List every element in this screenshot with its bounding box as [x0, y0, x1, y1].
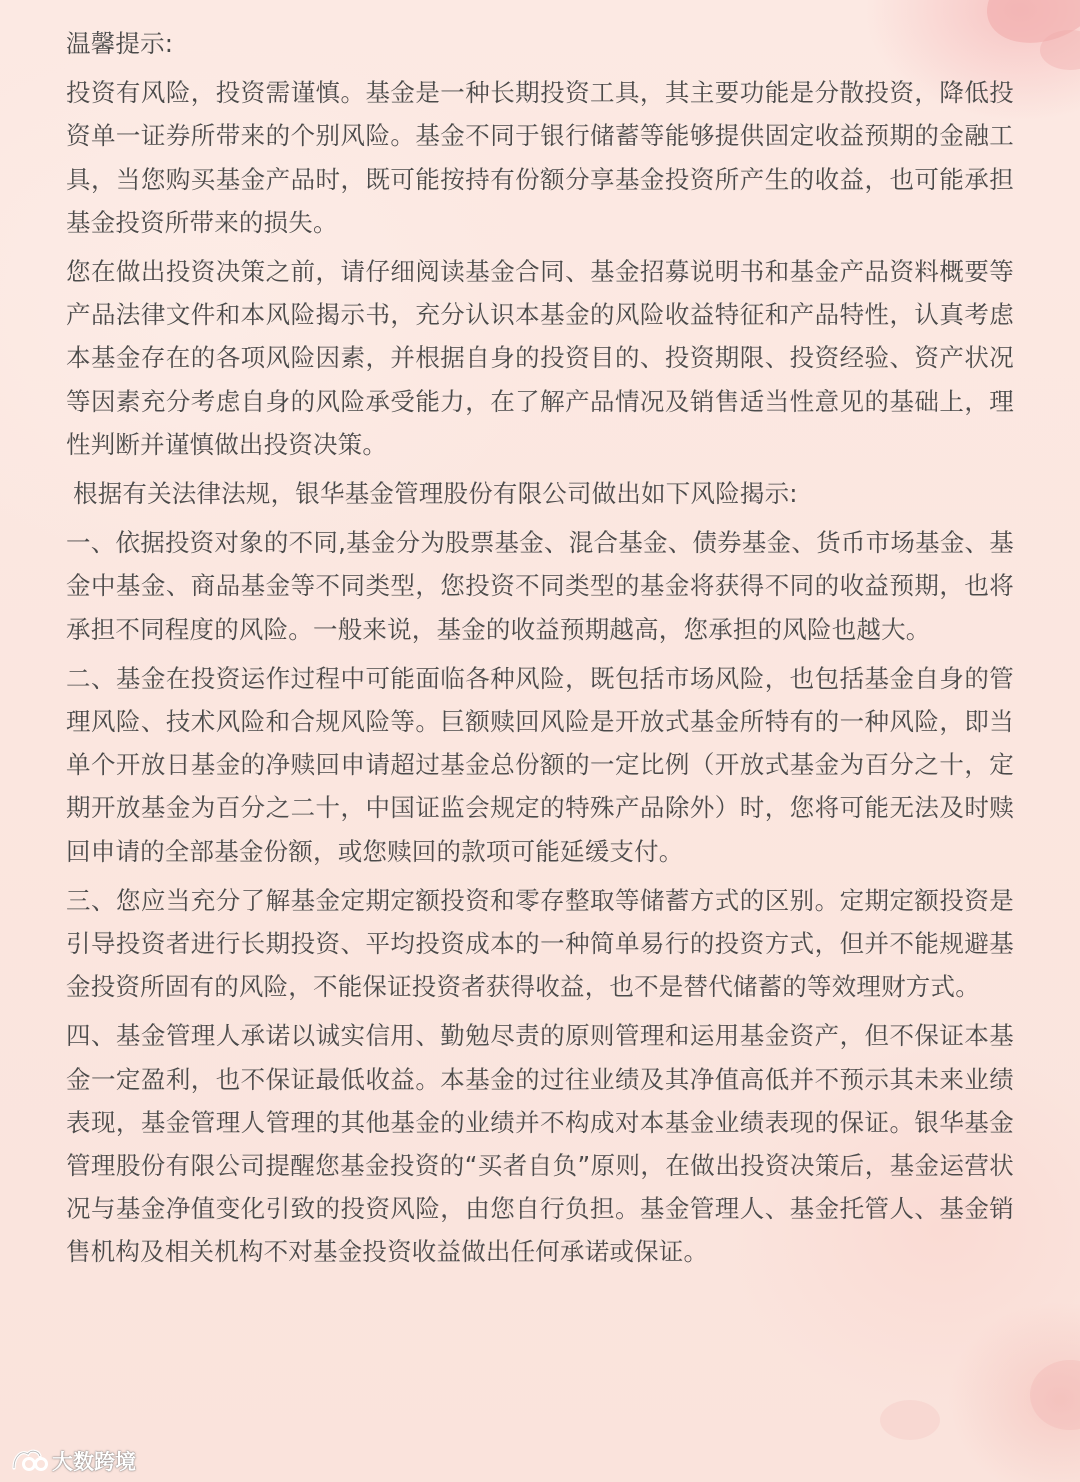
logo-icon: [10, 1446, 48, 1476]
risk-item-1: 一、依据投资对象的不同,基金分为股票基金、混合基金、债券基金、货币市场基金、基金中基金、商品基金等不同类型，您投资不同类型的基金将获得不同的收益预期，也将承担不同程度的风险。一般来说，基金的收益预期越高，您承担的风险也越大。: [66, 528, 1014, 644]
notice-paragraph: 投资有风险，投资需谨慎。基金是一种长期投资工具，其主要功能是分散投资，降低投资单一证券所带来的个别风险。基金不同于银行储蓄等能够提供固定收益预期的金融工具，当您购买基金产品时，既可能按持有份额分享基金投资所产生的收益，也可能承担基金投资所带来的损失。: [66, 78, 1014, 237]
risk-notice: [66, 22, 1014, 1280]
watermark-text: 大数跨境: [52, 1450, 136, 1474]
notice-paragraph: 您在做出投资决策之前，请仔细阅读基金合同、基金招募说明书和基金产品资料概要等产品法律文件和本风险揭示书，充分认识本基金的风险收益特征和产品特性，认真考虑本基金存在的各项风险因素，并根据自身的投资目的、投资期限、投资经验、资产状况等因素充分考虑自身的风险承受能力，在了解产品情况及销售适当性意见的基础上，理性判断并谨慎做出投资决策。: [66, 257, 1014, 459]
risk-item-4: 四、基金管理人承诺以诚实信用、勤勉尽责的原则管理和运用基金资产，但不保证本基金一定盈利，也不保证最低收益。本基金的过往业绩及其净值高低并不预示其未来业绩表现，基金管理人管理的其他基金的业绩并不构成对本基金业绩表现的保证。银华基金管理股份有限公司提醒您基金投资的“买者自负”原则，在做出投资决策后，基金运营状况与基金净值变化引致的投资风险，由您自行负担。基金管理人、基金托管人、基金销售机构及相关机构不对基金投资收益做出任何承诺或保证。: [66, 1021, 1014, 1267]
petal-decoration: [1030, 1360, 1080, 1430]
petal-decoration: [880, 1400, 940, 1440]
watermark: [10, 1444, 136, 1478]
risk-item-2: 二、基金在投资运作过程中可能面临各种风险，既包括市场风险，也包括基金自身的管理风险、技术风险和合规风险等。巨额赎回风险是开放式基金所特有的一种风险，即当单个开放日基金的净赎回申请超过基金总份额的一定比例（开放式基金为百分之十，定期开放基金为百分之二十，中国证监会规定的特殊产品除外）时，您将可能无法及时赎回申请的全部基金份额，或您赎回的款项可能延缓支付。: [66, 663, 1014, 866]
risk-item-3: 三、您应当充分了解基金定期定额投资和零存整取等储蓄方式的区别。定期定额投资是引导投资者进行长期投资、平均投资成本的一种简单易行的投资方式，但并不能规避基金投资所固有的风险，不能保证投资者获得收益，也不是替代储蓄的等效理财方式。: [66, 885, 1014, 1002]
notice-heading: 温馨提示:: [66, 29, 174, 58]
notice-paragraph: 根据有关法律法规，银华基金管理股份有限公司做出如下风险揭示:: [73, 479, 798, 509]
